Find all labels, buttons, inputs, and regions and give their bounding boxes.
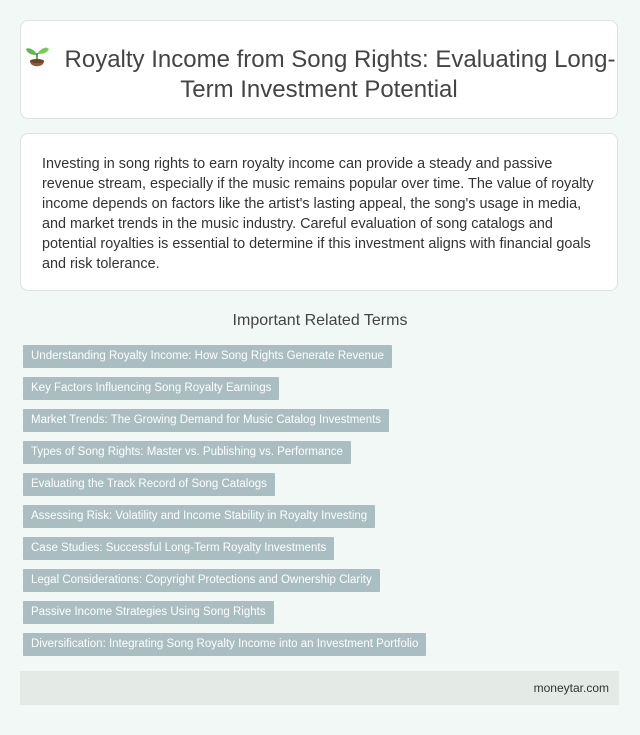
term-tag[interactable]: Types of Song Rights: Master vs. Publishing vs. Performance bbox=[23, 441, 351, 464]
term-tag[interactable]: Assessing Risk: Volatility and Income Stability in Royalty Investing bbox=[23, 505, 375, 528]
term-tag[interactable]: Legal Considerations: Copyright Protections and Ownership Clarity bbox=[23, 569, 380, 592]
term-tag[interactable]: Key Factors Influencing Song Royalty Earnings bbox=[23, 377, 279, 400]
footer-site-link[interactable]: moneytar.com bbox=[533, 681, 609, 695]
term-tag[interactable]: Market Trends: The Growing Demand for Music Catalog Investments bbox=[23, 409, 389, 432]
terms-heading: Important Related Terms bbox=[232, 312, 408, 329]
footer bbox=[20, 671, 619, 705]
term-tag[interactable]: Diversification: Integrating Song Royalty Income into an Investment Portfolio bbox=[23, 633, 426, 656]
intro-card bbox=[20, 133, 618, 291]
term-tag[interactable]: Passive Income Strategies Using Song Rights bbox=[23, 601, 274, 624]
sprout-icon bbox=[23, 43, 51, 71]
title-card bbox=[20, 20, 618, 119]
term-tag[interactable]: Evaluating the Track Record of Song Catalogs bbox=[23, 473, 275, 496]
page-title-text: Royalty Income from Song Rights: Evaluating Long-Term Investment Potential bbox=[64, 46, 616, 103]
page-title bbox=[21, 43, 617, 105]
term-tag[interactable]: Case Studies: Successful Long-Term Royalty Investments bbox=[23, 537, 334, 560]
term-tag[interactable]: Understanding Royalty Income: How Song Rights Generate Revenue bbox=[23, 345, 392, 368]
intro-paragraph: Investing in song rights to earn royalty income can provide a steady and passive revenue stream, especially if the music remains popular over time. The value of royalty income depends on factors like the artist's lasting appeal, the song's usage in media, and market trends in the music industry. Careful evaluation of song catalogs and potential royalties is essential to determine if this investment aligns with financial goals and risk tolerance. bbox=[42, 156, 594, 272]
